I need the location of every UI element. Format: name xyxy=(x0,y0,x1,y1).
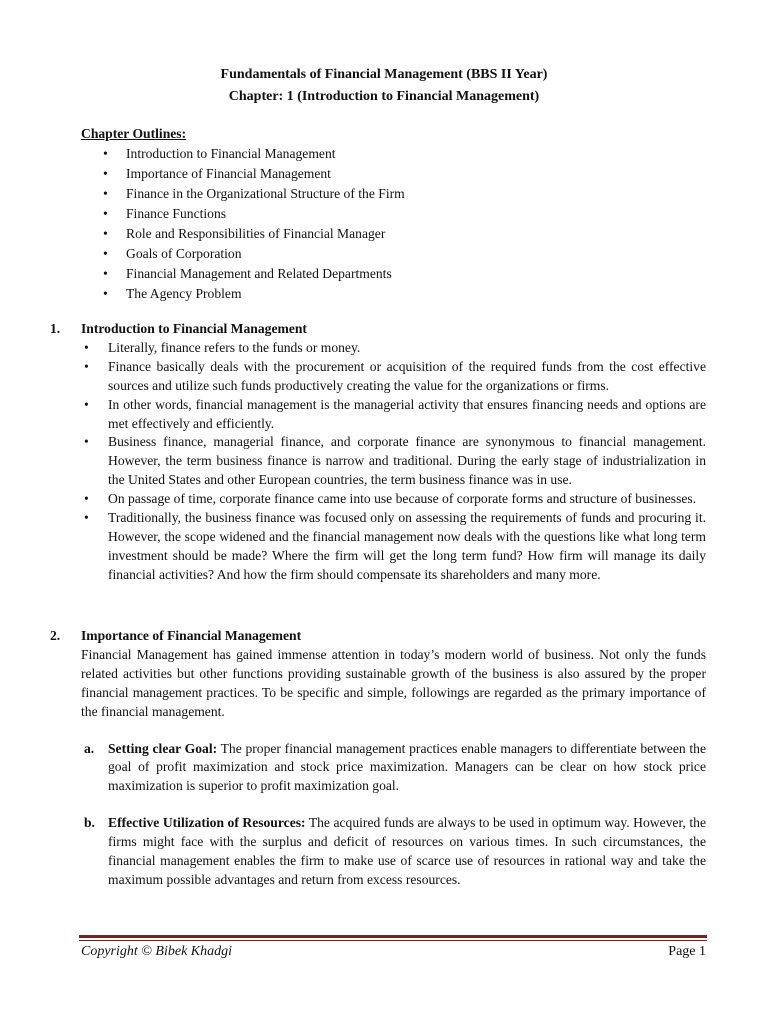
bullet-item xyxy=(50,433,706,490)
bullet-item xyxy=(50,490,706,509)
outline-item xyxy=(81,244,711,264)
point-lead: Effective Utilization of Resources: xyxy=(108,815,306,831)
outline-item xyxy=(81,184,711,204)
footer-rule-thin xyxy=(79,940,707,941)
point-text: The acquired funds are always to be used in optimum way. However, the firms might face with the surplus and deficit of resources on various times. In such circumstances, the financial management enables the firm to make use of scarce use of resources in rational way and take the maximum possible advantages and return from excess resources. xyxy=(108,815,706,887)
point-letter: b. xyxy=(84,815,95,831)
outline-list xyxy=(81,144,711,304)
bullet-item xyxy=(50,358,706,396)
bullet-icon: • xyxy=(103,266,108,281)
bullet-icon: • xyxy=(103,186,108,201)
outline-item-label: Role and Responsibilities of Financial Manager xyxy=(126,226,386,241)
importance-point xyxy=(50,814,706,890)
bullet-icon: • xyxy=(103,226,108,241)
section-heading xyxy=(50,627,706,646)
bullet-text: Business finance, managerial finance, and corporate finance are synonymous to financial management. However, the term business finance is narrow and traditional. During the early stage of industrialization in the United States and other European countries, the term business finance was in use. xyxy=(108,434,706,488)
bullet-icon: • xyxy=(103,206,108,221)
bullet-item xyxy=(50,339,706,358)
importance-point xyxy=(50,740,706,797)
section-importance xyxy=(50,627,706,890)
outline-item xyxy=(81,224,711,244)
point-text: The proper financial management practices enable managers to differentiate between the goal of profit maximization and stock price maximization. Managers can be clear on how stock price maximization is superior to profit maximization goal. xyxy=(108,740,706,794)
outline-item-label: Goals of Corporation xyxy=(126,246,242,261)
bullet-list xyxy=(50,339,706,585)
outline-item-label: Introduction to Financial Management xyxy=(126,146,336,161)
bullet-icon: • xyxy=(84,434,89,450)
bullet-icon: • xyxy=(84,339,89,355)
bullet-item xyxy=(50,396,706,434)
bullet-text: Literally, finance refers to the funds or money. xyxy=(108,339,361,355)
bullet-text: Traditionally, the business finance was focused only on assessing the requirements of funds and procuring it. However, the scope widened and the financial management now deals with the questions like what long term investment should be made? Where the firm will get the long term fund? How firm will manage its daily financial activities? And how the firm should compensate its shareholders and many more. xyxy=(108,510,706,582)
outline-item-label: Finance Functions xyxy=(126,206,227,221)
outline-item xyxy=(81,204,711,224)
bullet-icon: • xyxy=(103,146,108,161)
bullet-text: On passage of time, corporate finance came into use because of corporate forms and structure of businesses. xyxy=(108,491,697,507)
section-heading xyxy=(50,320,706,339)
bullet-text: Finance basically deals with the procurement or acquisition of the required funds from the cost effective sources and utilize such funds productively creating the value for the organizations or firms. xyxy=(108,358,706,393)
outline-item xyxy=(81,264,711,284)
outline-item-label: Financial Management and Related Departments xyxy=(126,266,392,281)
bullet-icon: • xyxy=(103,166,108,181)
bullet-icon: • xyxy=(84,510,89,526)
bullet-icon: • xyxy=(84,491,89,507)
page-number: Page 1 xyxy=(668,944,706,959)
bullet-item xyxy=(50,509,706,585)
outline-item-label: Importance of Financial Management xyxy=(126,166,331,181)
outline-heading: Chapter Outlines: xyxy=(81,126,187,141)
page-footer xyxy=(81,943,706,962)
bullet-icon: • xyxy=(84,358,89,374)
chapter-title: Chapter: 1 (Introduction to Financial Management) xyxy=(228,89,540,104)
section-intro-paragraph: Financial Management has gained immense attention in today’s modern world of business. Not only the funds related activities but other functions providing sustainable growth of the business is also assured by the proper financial management practices. To be specific and simple, followings are regarded as the primary importance of the financial management. xyxy=(81,646,706,719)
outline-item xyxy=(81,164,711,184)
section-introduction xyxy=(50,320,706,585)
outline-item xyxy=(81,284,711,304)
point-lead: Setting clear Goal: xyxy=(108,740,218,756)
bullet-icon: • xyxy=(84,396,89,412)
chapter-outline xyxy=(81,124,711,304)
outline-item-label: The Agency Problem xyxy=(126,286,242,301)
outline-item-label: Finance in the Organizational Structure of the Firm xyxy=(126,186,405,201)
document-header xyxy=(0,64,768,108)
bullet-text: In other words, financial management is the managerial activity that ensures financing needs and options are met effectively and efficiently. xyxy=(108,396,706,431)
section-title: Importance of Financial Management xyxy=(81,628,302,643)
document-title: Fundamentals of Financial Management (BBS II Year) xyxy=(220,67,548,82)
outline-item xyxy=(81,144,711,164)
bullet-icon: • xyxy=(103,286,108,301)
section-number: 2. xyxy=(50,628,61,643)
bullet-icon: • xyxy=(103,246,108,261)
copyright-text: Copyright © Bibek Khadgi xyxy=(81,944,233,959)
section-title: Introduction to Financial Management xyxy=(81,321,307,336)
section-number: 1. xyxy=(50,321,61,336)
footer-rule-thick xyxy=(79,935,707,938)
point-letter: a. xyxy=(84,740,95,756)
